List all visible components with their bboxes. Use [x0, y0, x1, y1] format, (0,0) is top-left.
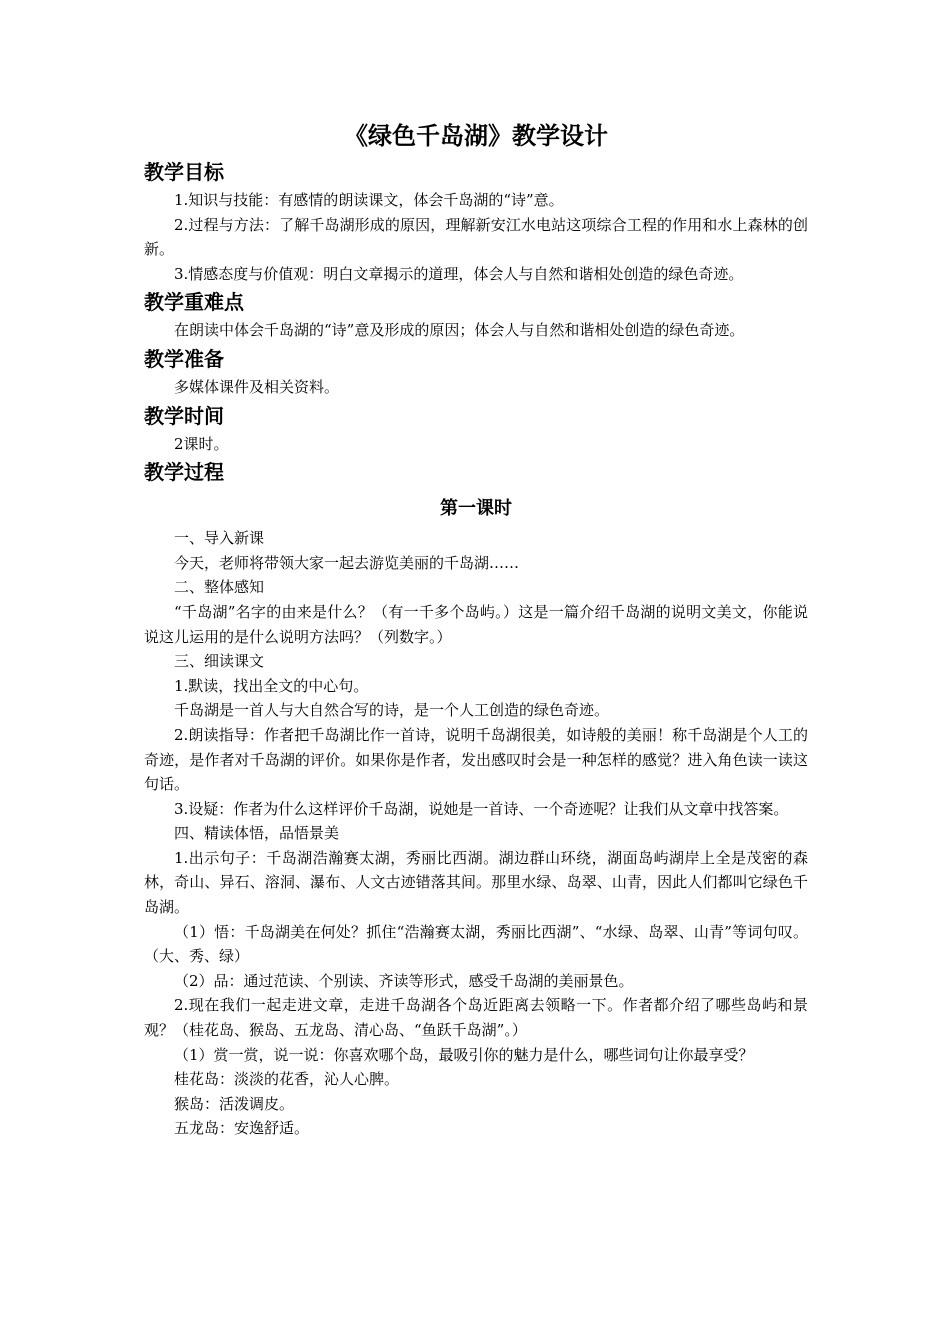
process-paragraph: 一、导入新课: [174, 529, 265, 548]
document-title: 《绿色千岛湖》教学设计: [344, 122, 608, 150]
process-paragraph: 3.设疑：作者为什么这样评价千岛湖，说她是一首诗、一个奇迹呢？让我们从文章中找答案。: [174, 799, 789, 818]
process-paragraph: 猴岛：活泼调皮。: [174, 1094, 295, 1113]
process-paragraph: 2.现在我们一起走进文章，走进千岛湖各个岛近距离去领略一下。作者都介绍了哪些岛屿和景观？（桂花岛、猴岛、五龙岛、清心岛、“鱼跃千岛湖”。）: [144, 996, 808, 1040]
process-paragraph: 四、精读体悟，品悟景美: [174, 824, 340, 843]
process-paragraph: 今天，老师将带领大家一起去游览美丽的千岛湖……: [174, 553, 520, 572]
heading-key-points: 教学重难点: [144, 290, 244, 315]
process-paragraph: 1.默读，找出全文的中心句。: [174, 676, 369, 695]
heading-goals: 教学目标: [144, 160, 224, 184]
time-text: 2课时。: [174, 434, 229, 453]
heading-process: 教学过程: [144, 460, 224, 485]
process-paragraph: “千岛湖”名字的由来是什么？（有一千多个岛屿。）这是一篇介绍千岛湖的说明文美文，你能说说这儿运用的是什么说明方法吗？（列数字。）: [144, 602, 808, 646]
process-paragraph: 千岛湖是一首人与大自然合写的诗，是一个人工创造的绿色奇迹。: [174, 701, 610, 720]
process-paragraph: 二、整体感知: [174, 578, 265, 597]
process-paragraph: 五龙岛：安逸舒适。: [174, 1119, 310, 1138]
goal-item: 1.知识与技能：有感情的朗读课文，体会千岛湖的“诗”意。: [174, 191, 564, 209]
heading-preparation: 教学准备: [144, 346, 224, 371]
goal-item: 3.情感态度与价值观：明白文章揭示的道理，体会人与自然和谐相处创造的绿色奇迹。: [174, 264, 744, 283]
goal-item: 2.过程与方法：了解千岛湖形成的原因，理解新安江水电站这项综合工程的作用和水上森林的创新。: [144, 215, 808, 259]
document-page: [144, 118, 808, 1141]
process-paragraph: 1.出示句子：千岛湖浩瀚赛太湖，秀丽比西湖。湖边群山环绕，湖面岛屿湖岸上全是茂密的森林，奇山、异石、溶洞、瀑布、人文古迹错落其间。那里水绿、岛翠、山青，因此人们都叫它绿色千岛湖。: [144, 848, 808, 917]
process-paragraph: （1）赏一赏，说一说：你喜欢哪个岛，最吸引你的魅力是什么，哪些词句让你最享受？: [174, 1045, 754, 1064]
heading-time: 教学时间: [144, 403, 224, 428]
process-paragraph: 桂花岛：淡淡的花香，沁人心脾。: [174, 1070, 400, 1089]
lesson-title: 第一课时: [440, 498, 512, 520]
process-paragraph: （1）悟：千岛湖美在何处？抓住“浩瀚赛太湖，秀丽比西湖”、“水绿、岛翠、山青”等词句叹。（大、秀、绿）: [144, 922, 808, 966]
process-paragraph: 2.朗读指导：作者把千岛湖比作一首诗，说明千岛湖很美，如诗般的美丽！称千岛湖是个人工的奇迹，是作者对千岛湖的评价。如果你是作者，发出感叹时会是一种怎样的感觉？进入角色读一读这句话。: [144, 725, 808, 794]
process-paragraph: 三、细读课文: [174, 652, 265, 671]
preparation-text: 多媒体课件及相关资料。: [174, 377, 340, 396]
process-paragraph: （2）品：通过范读、个别读、齐读等形式，感受千岛湖的美丽景色。: [174, 971, 634, 990]
key-points-text: 在朗读中体会千岛湖的“诗”意及形成的原因；体会人与自然和谐相处创造的绿色奇迹。: [174, 321, 745, 340]
